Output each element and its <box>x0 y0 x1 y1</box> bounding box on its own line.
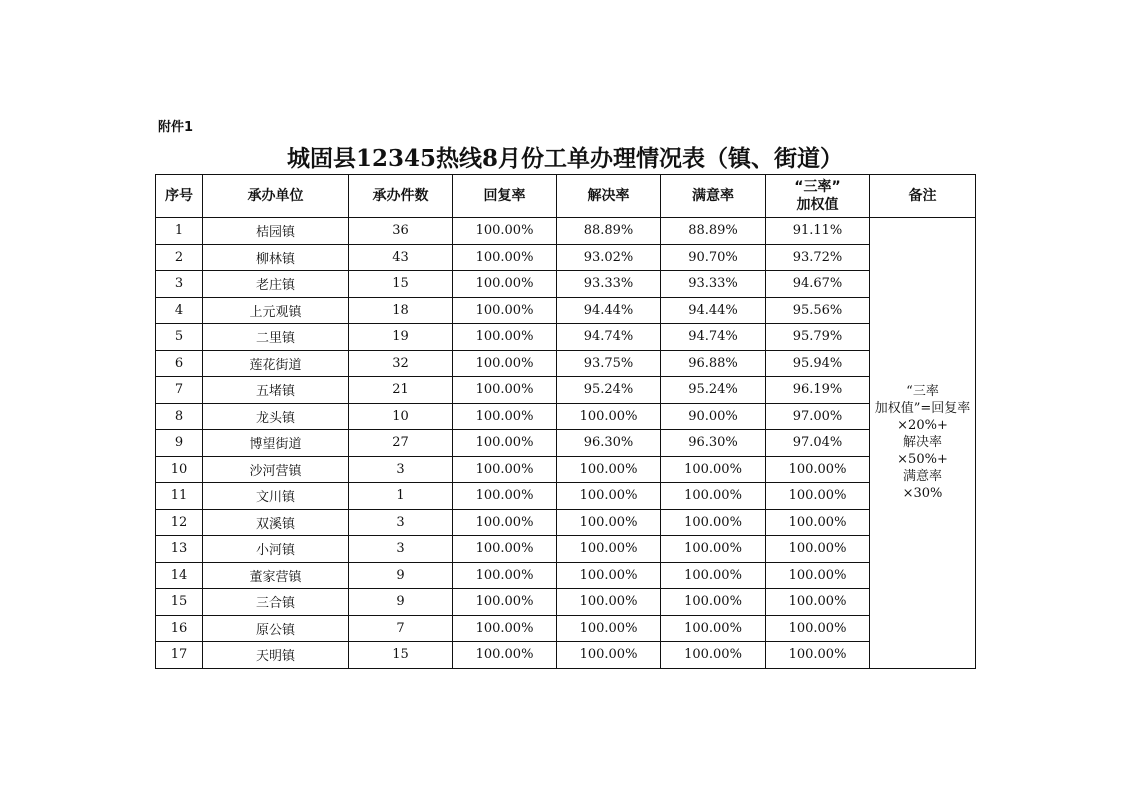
cell-count: 9 <box>349 562 453 589</box>
cell-seq: 11 <box>156 483 203 510</box>
cell-unit: 龙头镇 <box>203 403 349 430</box>
cell-seq: 15 <box>156 589 203 616</box>
table-header-row <box>156 175 976 218</box>
table-row <box>156 536 976 563</box>
cell-unit: 天明镇 <box>203 642 349 669</box>
header-weighted-line2: 加权值 <box>796 197 839 213</box>
cell-weighted-value: 95.79% <box>766 324 870 351</box>
cell-unit: 小河镇 <box>203 536 349 563</box>
cell-satisfaction-rate: 93.33% <box>661 271 766 298</box>
cell-unit: 上元观镇 <box>203 297 349 324</box>
cell-reply-rate: 100.00% <box>453 271 557 298</box>
table-row <box>156 377 976 404</box>
cell-reply-rate: 100.00% <box>453 218 557 245</box>
cell-seq: 16 <box>156 615 203 642</box>
cell-weighted-value: 100.00% <box>766 509 870 536</box>
header-reply-rate: 回复率 <box>453 175 557 218</box>
cell-solve-rate: 100.00% <box>557 509 661 536</box>
cell-count: 7 <box>349 615 453 642</box>
cell-reply-rate: 100.00% <box>453 244 557 271</box>
table-row <box>156 509 976 536</box>
table-row <box>156 350 976 377</box>
cell-solve-rate: 94.74% <box>557 324 661 351</box>
cell-weighted-value: 100.00% <box>766 456 870 483</box>
cell-seq: 7 <box>156 377 203 404</box>
cell-reply-rate: 100.00% <box>453 350 557 377</box>
cell-solve-rate: 100.00% <box>557 562 661 589</box>
table-row <box>156 483 976 510</box>
cell-weighted-value: 95.94% <box>766 350 870 377</box>
cell-seq: 2 <box>156 244 203 271</box>
remark-line: ×20%+ <box>897 418 948 434</box>
cell-seq: 17 <box>156 642 203 669</box>
cell-unit: 桔园镇 <box>203 218 349 245</box>
cell-count: 3 <box>349 536 453 563</box>
cell-unit: 莲花街道 <box>203 350 349 377</box>
remark-line: ×50%+ <box>897 452 948 468</box>
cell-satisfaction-rate: 100.00% <box>661 456 766 483</box>
cell-satisfaction-rate: 96.30% <box>661 430 766 457</box>
cell-reply-rate: 100.00% <box>453 377 557 404</box>
header-weighted-line1: “三率” <box>794 179 841 195</box>
cell-solve-rate: 94.44% <box>557 297 661 324</box>
cell-satisfaction-rate: 100.00% <box>661 509 766 536</box>
cell-seq: 3 <box>156 271 203 298</box>
work-order-table <box>155 174 976 669</box>
cell-weighted-value: 96.19% <box>766 377 870 404</box>
cell-satisfaction-rate: 96.88% <box>661 350 766 377</box>
cell-weighted-value: 91.11% <box>766 218 870 245</box>
cell-solve-rate: 100.00% <box>557 403 661 430</box>
cell-solve-rate: 93.02% <box>557 244 661 271</box>
table-row <box>156 403 976 430</box>
cell-solve-rate: 100.00% <box>557 483 661 510</box>
table-row <box>156 562 976 589</box>
header-count: 承办件数 <box>349 175 453 218</box>
cell-unit: 文川镇 <box>203 483 349 510</box>
cell-reply-rate: 100.00% <box>453 642 557 669</box>
cell-reply-rate: 100.00% <box>453 536 557 563</box>
cell-unit: 老庄镇 <box>203 271 349 298</box>
cell-weighted-value: 100.00% <box>766 642 870 669</box>
cell-solve-rate: 93.75% <box>557 350 661 377</box>
cell-reply-rate: 100.00% <box>453 403 557 430</box>
cell-unit: 五堵镇 <box>203 377 349 404</box>
cell-seq: 1 <box>156 218 203 245</box>
cell-weighted-value: 100.00% <box>766 536 870 563</box>
cell-count: 21 <box>349 377 453 404</box>
cell-solve-rate: 88.89% <box>557 218 661 245</box>
cell-count: 15 <box>349 642 453 669</box>
cell-unit: 三合镇 <box>203 589 349 616</box>
remark-line: 满意率 <box>902 469 942 485</box>
cell-satisfaction-rate: 100.00% <box>661 642 766 669</box>
header-solve-rate: 解决率 <box>557 175 661 218</box>
cell-seq: 12 <box>156 509 203 536</box>
cell-count: 27 <box>349 430 453 457</box>
cell-count: 3 <box>349 456 453 483</box>
cell-seq: 14 <box>156 562 203 589</box>
cell-seq: 10 <box>156 456 203 483</box>
cell-weighted-value: 100.00% <box>766 483 870 510</box>
table-row <box>156 271 976 298</box>
cell-unit: 董家营镇 <box>203 562 349 589</box>
cell-satisfaction-rate: 90.70% <box>661 244 766 271</box>
cell-satisfaction-rate: 100.00% <box>661 536 766 563</box>
cell-solve-rate: 100.00% <box>557 615 661 642</box>
cell-reply-rate: 100.00% <box>453 562 557 589</box>
table-row <box>156 324 976 351</box>
cell-weighted-value: 94.67% <box>766 271 870 298</box>
cell-unit: 双溪镇 <box>203 509 349 536</box>
cell-satisfaction-rate: 100.00% <box>661 562 766 589</box>
cell-solve-rate: 100.00% <box>557 536 661 563</box>
cell-unit: 原公镇 <box>203 615 349 642</box>
cell-weighted-value: 100.00% <box>766 615 870 642</box>
header-unit: 承办单位 <box>203 175 349 218</box>
cell-solve-rate: 96.30% <box>557 430 661 457</box>
table-row <box>156 244 976 271</box>
remark-line: 解决率 <box>902 435 942 451</box>
cell-solve-rate: 100.00% <box>557 589 661 616</box>
cell-reply-rate: 100.00% <box>453 615 557 642</box>
cell-reply-rate: 100.00% <box>453 430 557 457</box>
cell-count: 1 <box>349 483 453 510</box>
cell-weighted-value: 97.04% <box>766 430 870 457</box>
cell-solve-rate: 100.00% <box>557 456 661 483</box>
header-weighted-value <box>766 175 870 218</box>
cell-seq: 5 <box>156 324 203 351</box>
cell-reply-rate: 100.00% <box>453 456 557 483</box>
cell-weighted-value: 100.00% <box>766 589 870 616</box>
cell-reply-rate: 100.00% <box>453 297 557 324</box>
cell-unit: 二里镇 <box>203 324 349 351</box>
cell-count: 3 <box>349 509 453 536</box>
cell-count: 10 <box>349 403 453 430</box>
remark-cell <box>870 218 976 669</box>
table-row <box>156 456 976 483</box>
cell-weighted-value: 93.72% <box>766 244 870 271</box>
cell-count: 32 <box>349 350 453 377</box>
remark-line: “三率 <box>906 384 939 400</box>
attachment-label: 附件1 <box>158 120 194 135</box>
cell-seq: 8 <box>156 403 203 430</box>
cell-count: 9 <box>349 589 453 616</box>
cell-reply-rate: 100.00% <box>453 589 557 616</box>
cell-satisfaction-rate: 88.89% <box>661 218 766 245</box>
cell-count: 18 <box>349 297 453 324</box>
header-seq: 序号 <box>156 175 203 218</box>
cell-satisfaction-rate: 90.00% <box>661 403 766 430</box>
table-row <box>156 642 976 669</box>
cell-weighted-value: 95.56% <box>766 297 870 324</box>
cell-count: 43 <box>349 244 453 271</box>
cell-count: 19 <box>349 324 453 351</box>
header-satisfaction-rate: 满意率 <box>661 175 766 218</box>
cell-weighted-value: 97.00% <box>766 403 870 430</box>
table-row <box>156 218 976 245</box>
cell-satisfaction-rate: 100.00% <box>661 483 766 510</box>
remark-line: 加权值”=回复率 <box>874 401 971 417</box>
table-row <box>156 297 976 324</box>
cell-count: 15 <box>349 271 453 298</box>
cell-seq: 9 <box>156 430 203 457</box>
cell-solve-rate: 93.33% <box>557 271 661 298</box>
cell-seq: 6 <box>156 350 203 377</box>
table-row <box>156 615 976 642</box>
cell-weighted-value: 100.00% <box>766 562 870 589</box>
page-title: 城固县12345热线8月份工单办理情况表（镇、街道） <box>286 145 844 172</box>
table-row <box>156 430 976 457</box>
cell-solve-rate: 100.00% <box>557 642 661 669</box>
cell-reply-rate: 100.00% <box>453 509 557 536</box>
remark-line: ×30% <box>902 486 943 502</box>
cell-seq: 13 <box>156 536 203 563</box>
cell-unit: 柳林镇 <box>203 244 349 271</box>
cell-satisfaction-rate: 100.00% <box>661 615 766 642</box>
cell-count: 36 <box>349 218 453 245</box>
cell-satisfaction-rate: 95.24% <box>661 377 766 404</box>
cell-satisfaction-rate: 94.74% <box>661 324 766 351</box>
header-remark: 备注 <box>870 175 976 218</box>
table-row <box>156 589 976 616</box>
cell-satisfaction-rate: 100.00% <box>661 589 766 616</box>
cell-seq: 4 <box>156 297 203 324</box>
cell-satisfaction-rate: 94.44% <box>661 297 766 324</box>
cell-unit: 沙河营镇 <box>203 456 349 483</box>
cell-reply-rate: 100.00% <box>453 483 557 510</box>
cell-unit: 博望街道 <box>203 430 349 457</box>
cell-reply-rate: 100.00% <box>453 324 557 351</box>
cell-solve-rate: 95.24% <box>557 377 661 404</box>
table-body <box>156 218 976 669</box>
